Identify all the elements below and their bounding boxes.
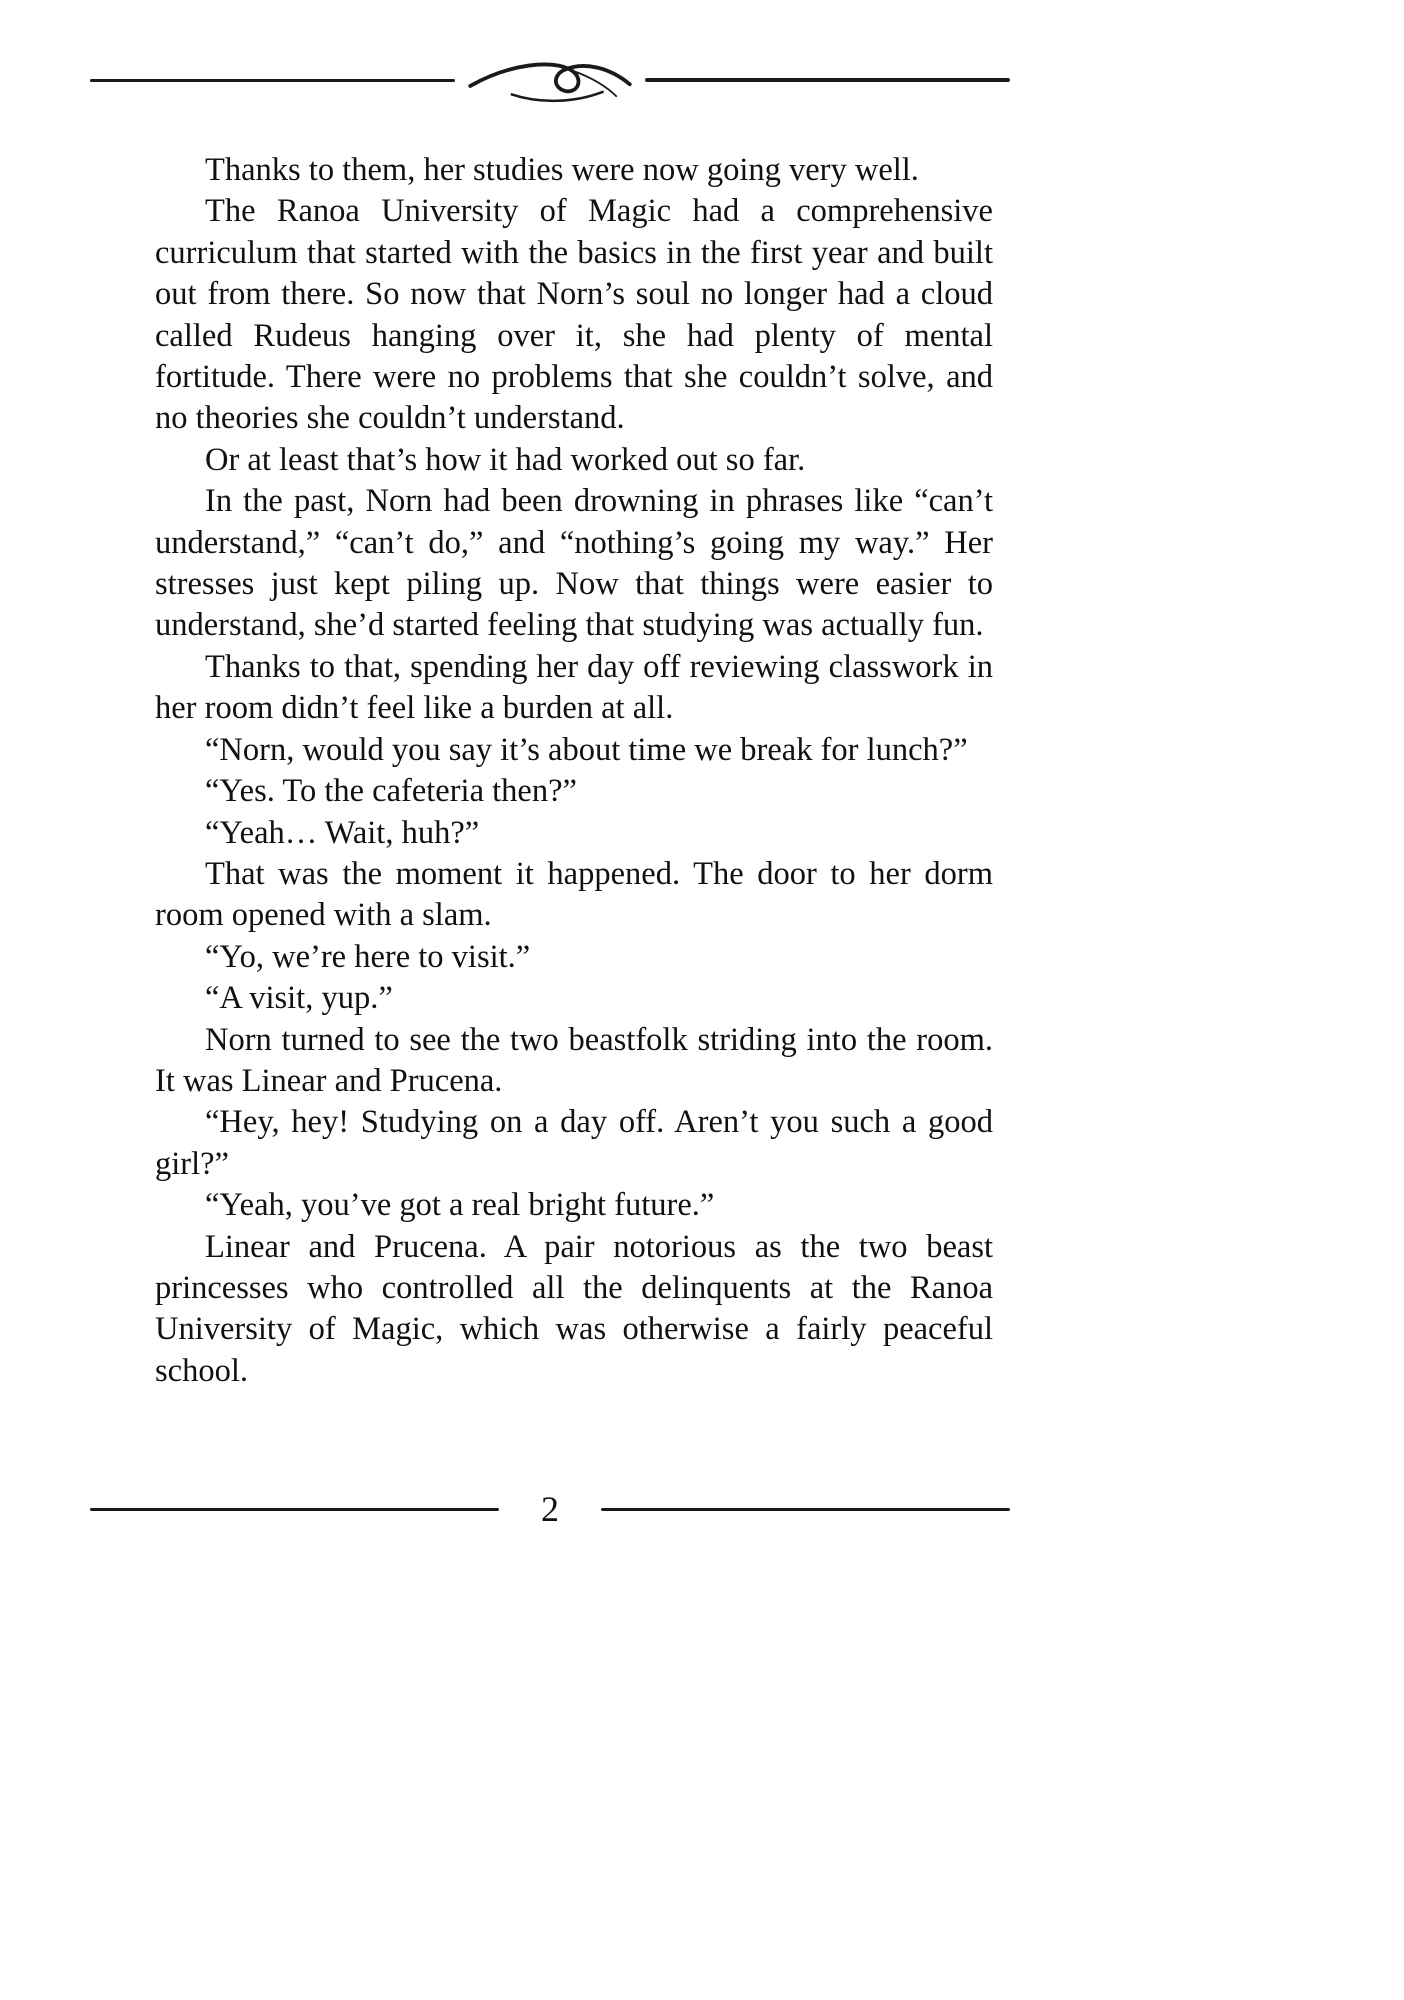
paragraph: Or at least that’s how it had worked out so far.	[205, 441, 806, 478]
text-block	[155, 150, 993, 1392]
paragraph: “A visit, yup.”	[205, 980, 393, 1017]
header-rule-right	[645, 78, 1010, 82]
paragraph: Thanks to that, spending her day off reviewing classwork in her room didn’t feel like a burden at all.	[155, 648, 993, 727]
page-number: 2	[541, 1489, 559, 1529]
paragraph: “Yeah, you’ve got a real bright future.”	[205, 1187, 715, 1224]
paragraph: Norn turned to see the two beastfolk striding into the room. It was Linear and Prucena.	[155, 1021, 993, 1099]
header-ornament	[90, 52, 1010, 108]
footer	[90, 1482, 1010, 1536]
paragraph: “Yes. To the cafeteria then?”	[205, 773, 577, 810]
footer-rule-left	[90, 1508, 499, 1511]
paragraph: Thanks to them, her studies were now going very well.	[205, 152, 919, 188]
header-rule-left	[90, 79, 455, 82]
paragraph: “Hey, hey! Studying on a day off. Aren’t you such a good girl?”	[155, 1104, 993, 1182]
paragraph: “Yo, we’re here to visit.”	[205, 938, 531, 975]
paragraph: The Ranoa University of Magic had a comprehensive curriculum that started with the basics in the first year and built out from there. So now that Norn’s soul no longer had a cloud called Rudeus hanging over it, she had plenty of mental fortitude. There were no problems that she couldn’t solve, and no theories she couldn’t understand.	[155, 193, 993, 437]
flourish-icon	[465, 52, 635, 108]
paragraph: “Yeah… Wait, huh?”	[205, 814, 480, 851]
paragraph: Linear and Prucena. A pair notorious as the two beast princesses who controlled all the delinquents at the Ranoa University of Magic, which was otherwise a fairly peaceful school.	[155, 1228, 993, 1389]
paragraph: “Norn, would you say it’s about time we break for lunch?”	[205, 731, 968, 768]
footer-rule-right	[601, 1508, 1010, 1511]
paragraph: In the past, Norn had been drowning in phrases like “can’t understand,” “can’t do,” and “nothing’s going my way.” Her stresses just kept piling up. Now that things were easier to understand, she’d started feeling that studying was actually fun.	[155, 483, 993, 644]
paragraph: That was the moment it happened. The door to her dorm room opened with a slam.	[155, 855, 993, 934]
